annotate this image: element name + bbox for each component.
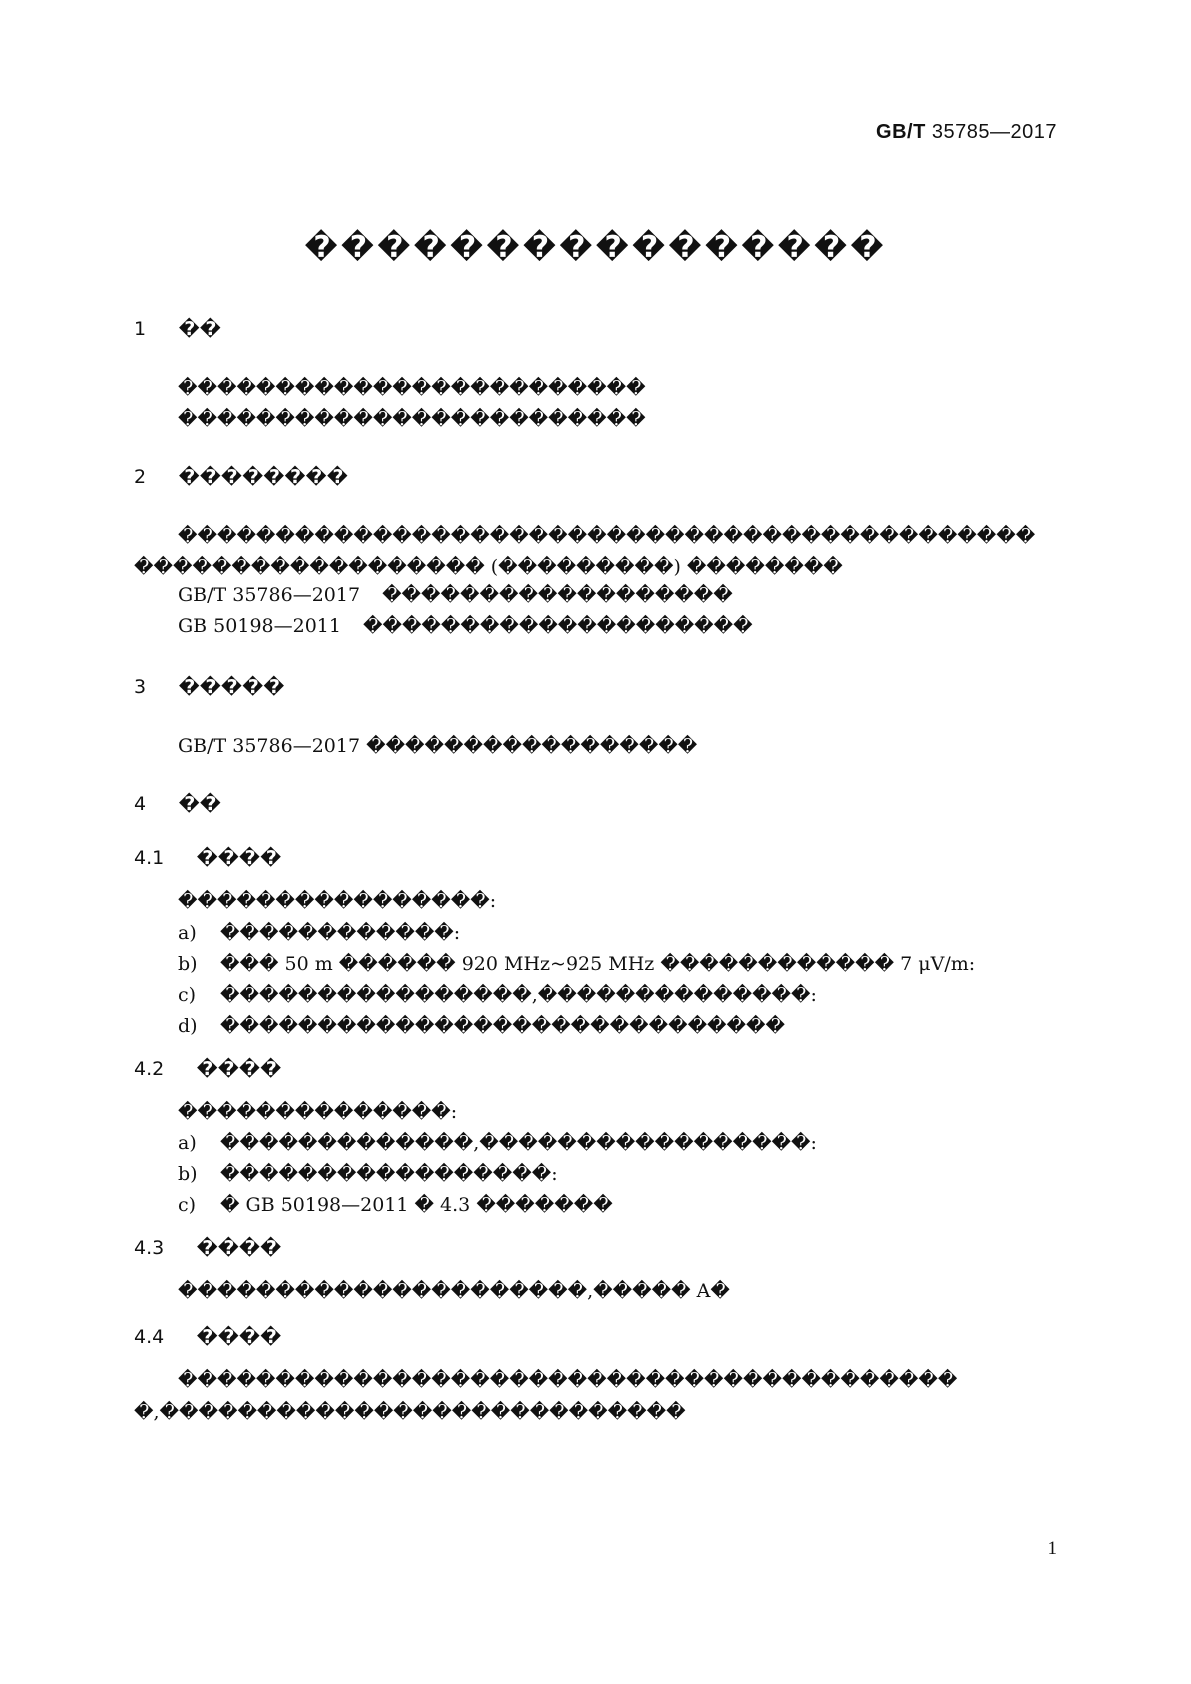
section-title: �� — [178, 318, 221, 340]
list-marker: a) — [178, 922, 197, 944]
section-title: ���� — [196, 1058, 282, 1080]
paragraph: ���������������������������������������� — [178, 1369, 958, 1391]
list-marker: c) — [178, 984, 197, 1006]
paragraph: ���������������������,����� A� — [178, 1280, 730, 1302]
section-title: ���� — [196, 847, 282, 869]
section-number: 3 — [134, 676, 147, 698]
section-4-1-heading — [134, 847, 281, 869]
section-title: �������� — [178, 466, 348, 488]
normative-reference — [178, 584, 733, 606]
section-number: 4 — [134, 793, 147, 815]
paragraph: ������������������������ — [178, 408, 646, 430]
page-number: 1 — [1047, 1538, 1057, 1559]
section-4-4-heading — [134, 1326, 281, 1348]
normative-reference — [178, 615, 753, 637]
section-number: 4.2 — [134, 1058, 165, 1080]
list-item — [178, 1163, 558, 1185]
section-number: 4.4 — [134, 1326, 165, 1348]
list-item — [178, 1132, 817, 1154]
reference-title: �������������������� — [362, 615, 753, 637]
section-title: ����� — [178, 676, 285, 698]
list-text: �������������,�����������������: — [220, 1132, 817, 1154]
reference-title: ������������������ — [382, 584, 733, 606]
section-number: 4.3 — [134, 1237, 165, 1259]
section-4-3-heading — [134, 1237, 281, 1259]
list-item — [178, 1194, 613, 1216]
list-text: ��� 50 m ������ 920 MHz~925 MHz ������������ 7 μV/m: — [220, 953, 976, 975]
list-text: ����������������������������� — [220, 1015, 785, 1037]
section-number: 2 — [134, 466, 147, 488]
section-3-heading — [134, 676, 284, 698]
document-title: ���������������� — [304, 230, 887, 265]
standard-prefix: GB/T — [876, 121, 926, 143]
paragraph: ������������������ (���������) �������� — [134, 556, 843, 578]
list-marker: c) — [178, 1194, 197, 1216]
reference-code: GB 50198—2011 — [178, 615, 341, 637]
standard-code — [876, 121, 1057, 144]
list-item — [178, 1015, 785, 1037]
paragraph: GB/T 35786—2017 ����������������� — [178, 735, 698, 757]
list-marker: b) — [178, 953, 198, 975]
paragraph: ������������������������ — [178, 377, 646, 399]
list-item — [178, 953, 975, 975]
section-4-2-heading — [134, 1058, 281, 1080]
section-4-heading — [134, 793, 221, 815]
paragraph: �������������������������������������������� — [178, 525, 1036, 547]
section-number: 4.1 — [134, 847, 165, 869]
section-2-heading — [134, 466, 348, 488]
list-text: �����������������: — [220, 1163, 558, 1185]
paragraph: ����������������: — [178, 890, 497, 912]
list-item — [178, 984, 817, 1006]
section-title: �� — [178, 793, 221, 815]
standard-number: 35785—2017 — [931, 121, 1057, 143]
section-title: ���� — [196, 1326, 282, 1348]
paragraph: ��������������: — [178, 1101, 458, 1123]
list-item — [178, 922, 460, 944]
reference-code: GB/T 35786—2017 — [178, 584, 361, 606]
list-marker: a) — [178, 1132, 197, 1154]
list-text: ������������: — [220, 922, 461, 944]
list-text: � GB 50198—2011 � 4.3 ������� — [220, 1194, 613, 1216]
list-text: ����������������,��������������: — [220, 984, 817, 1006]
paragraph: �,��������������������������� — [134, 1401, 686, 1423]
list-marker: b) — [178, 1163, 198, 1185]
section-1-heading — [134, 318, 221, 340]
list-marker: d) — [178, 1015, 198, 1037]
section-number: 1 — [134, 318, 147, 340]
section-title: ���� — [196, 1237, 282, 1259]
